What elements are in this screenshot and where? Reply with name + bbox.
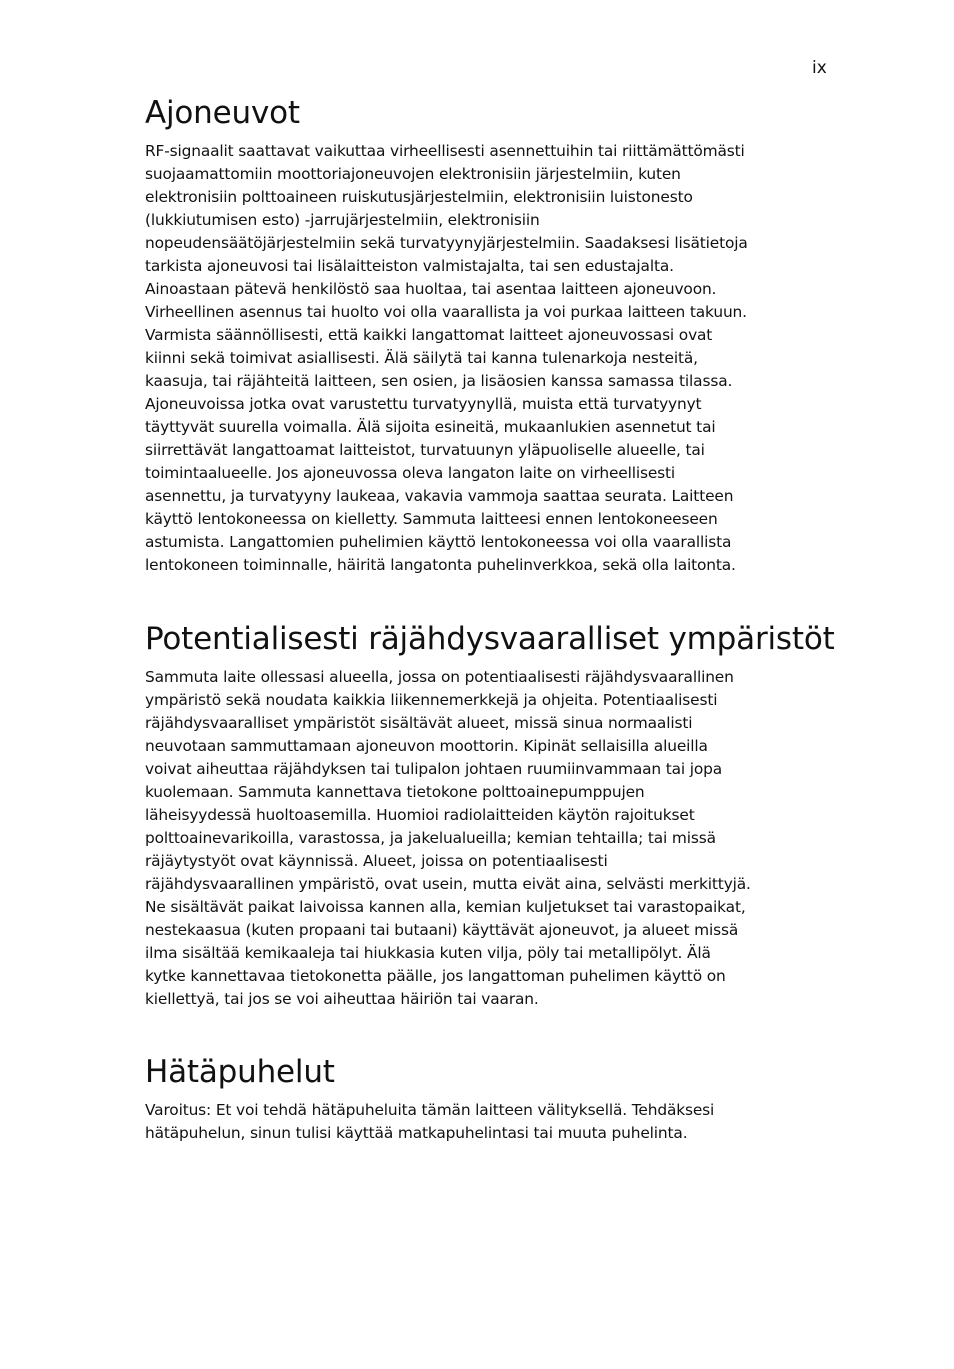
section-heading: Hätäpuhelut xyxy=(145,1054,335,1090)
text-line: astumista. Langattomien puhelimien käyttö lentokoneessa voi olla vaarallista xyxy=(145,533,732,551)
section-potentialisesti xyxy=(145,620,845,1011)
text-line: ympäristö sekä noudata kaikkia liikennemerkkejä ja ohjeita. Potentiaalisesti xyxy=(145,691,718,709)
text-line: polttoainevarikoilla, varastossa, ja jakelualueilla; kemian tehtailla; tai missä xyxy=(145,829,716,847)
text-line: tarkista ajoneuvosi tai lisälaitteiston valmistajalta, tai sen edustajalta. xyxy=(145,257,674,275)
warning-text: Et voi tehdä hätäpuheluita tämän laitteen välityksellä. Tehdäksesi xyxy=(211,1101,715,1119)
text-line xyxy=(145,1099,845,1122)
text-line: räjäytystyöt ovat käynnissä. Alueet, joissa on potentiaalisesti xyxy=(145,852,608,870)
section-body xyxy=(145,1099,845,1145)
text-line: kuolemaan. Sammuta kannettava tietokone polttoainepumppujen xyxy=(145,783,645,801)
text-line: toimintaalueelle. Jos ajoneuvossa oleva langaton laite on virheellisesti xyxy=(145,464,676,482)
text-line: lentokoneen toiminnalle, häiritä langatonta puhelinverkkoa, sekä olla laitonta. xyxy=(145,556,736,574)
text-line: Ne sisältävät paikat laivoissa kannen alla, kemian kuljetukset tai varastopaikat, xyxy=(145,898,746,916)
text-line: läheisyydessä huoltoasemilla. Huomioi radiolaitteiden käytön rajoitukset xyxy=(145,806,695,824)
text-line: Sammuta laite ollessasi alueella, jossa on potentiaalisesti räjähdysvaarallinen xyxy=(145,668,734,686)
text-line: neuvotaan sammuttamaan ajoneuvon moottorin. Kipinät sellaisilla alueilla xyxy=(145,737,708,755)
text-line: räjähdysvaarallinen ympäristö, ovat usein, mutta eivät aina, selvästi merkittyjä. xyxy=(145,875,751,893)
text-line: kiinni sekä toimivat asiallisesti. Älä säilytä tai kanna tulenarkoja nesteitä, xyxy=(145,349,698,367)
warning-label: Varoitus: xyxy=(145,1101,212,1119)
section-hatapuhelut xyxy=(145,1053,845,1145)
text-line: nopeudensäätöjärjestelmiin sekä turvatyynyjärjestelmiin. Saadaksesi lisätietoja xyxy=(145,234,748,252)
text-line: nestekaasua (kuten propaani tai butaani) käyttävät ajoneuvot, ja alueet missä xyxy=(145,921,739,939)
section-ajoneuvot xyxy=(145,94,845,577)
section-heading: Potentialisesti räjähdysvaaralliset ympäristöt xyxy=(145,621,835,657)
section-body xyxy=(145,666,845,1011)
text-line: Ajoneuvoissa jotka ovat varustettu turvatyynyllä, muista että turvatyynyt xyxy=(145,395,702,413)
text-line: Ainoastaan pätevä henkilöstö saa huoltaa, tai asentaa laitteen ajoneuvoon. xyxy=(145,280,717,298)
page-number: ix xyxy=(812,58,827,78)
text-line: siirrettävät langattoamat laitteistot, turvatuunyn yläpuoliselle alueelle, tai xyxy=(145,441,705,459)
text-line: käyttö lentokoneessa on kielletty. Sammuta laitteesi ennen lentokoneeseen xyxy=(145,510,718,528)
text-line: voivat aiheuttaa räjähdyksen tai tulipalon johtaen ruumiinvammaan tai jopa xyxy=(145,760,723,778)
text-line: asennettu, ja turvatyyny laukeaa, vakavia vammoja saattaa seurata. Laitteen xyxy=(145,487,734,505)
text-line: (lukkiutumisen esto) -jarrujärjestelmiin, elektronisiin xyxy=(145,211,540,229)
text-line: kytke kannettavaa tietokonetta päälle, jos langattoman puhelimen käyttö on xyxy=(145,967,726,985)
section-body xyxy=(145,140,845,577)
section-heading: Ajoneuvot xyxy=(145,95,300,131)
text-line: elektronisiin polttoaineen ruiskutusjärjestelmiin, elektronisiin luistonesto xyxy=(145,188,693,206)
text-line: kiellettyä, tai jos se voi aiheuttaa häiriön tai vaaran. xyxy=(145,990,539,1008)
text-line: suojaamattomiin moottoriajoneuvojen elektronisiin järjestelmiin, kuten xyxy=(145,165,681,183)
text-line: räjähdysvaaralliset ympäristöt sisältävät alueet, missä sinua normaalisti xyxy=(145,714,693,732)
text-line: hätäpuhelun, sinun tulisi käyttää matkapuhelintasi tai muuta puhelinta. xyxy=(145,1124,688,1142)
text-line: Varmista säännöllisesti, että kaikki langattomat laitteet ajoneuvossasi ovat xyxy=(145,326,713,344)
text-line: Virheellinen asennus tai huolto voi olla vaarallista ja voi purkaa laitteen takuun. xyxy=(145,303,747,321)
text-line: RF-signaalit saattavat vaikuttaa virheellisesti asennettuihin tai riittämättömästi xyxy=(145,142,745,160)
text-line: täyttyvät suurella voimalla. Älä sijoita esineitä, mukaanlukien asennetut tai xyxy=(145,418,716,436)
text-line: kaasuja, tai räjähteitä laitteen, sen osien, ja lisäosien kanssa samassa tilassa. xyxy=(145,372,733,390)
text-line: ilma sisältää kemikaaleja tai hiukkasia kuten vilja, pöly tai metallipölyt. Älä xyxy=(145,944,711,962)
